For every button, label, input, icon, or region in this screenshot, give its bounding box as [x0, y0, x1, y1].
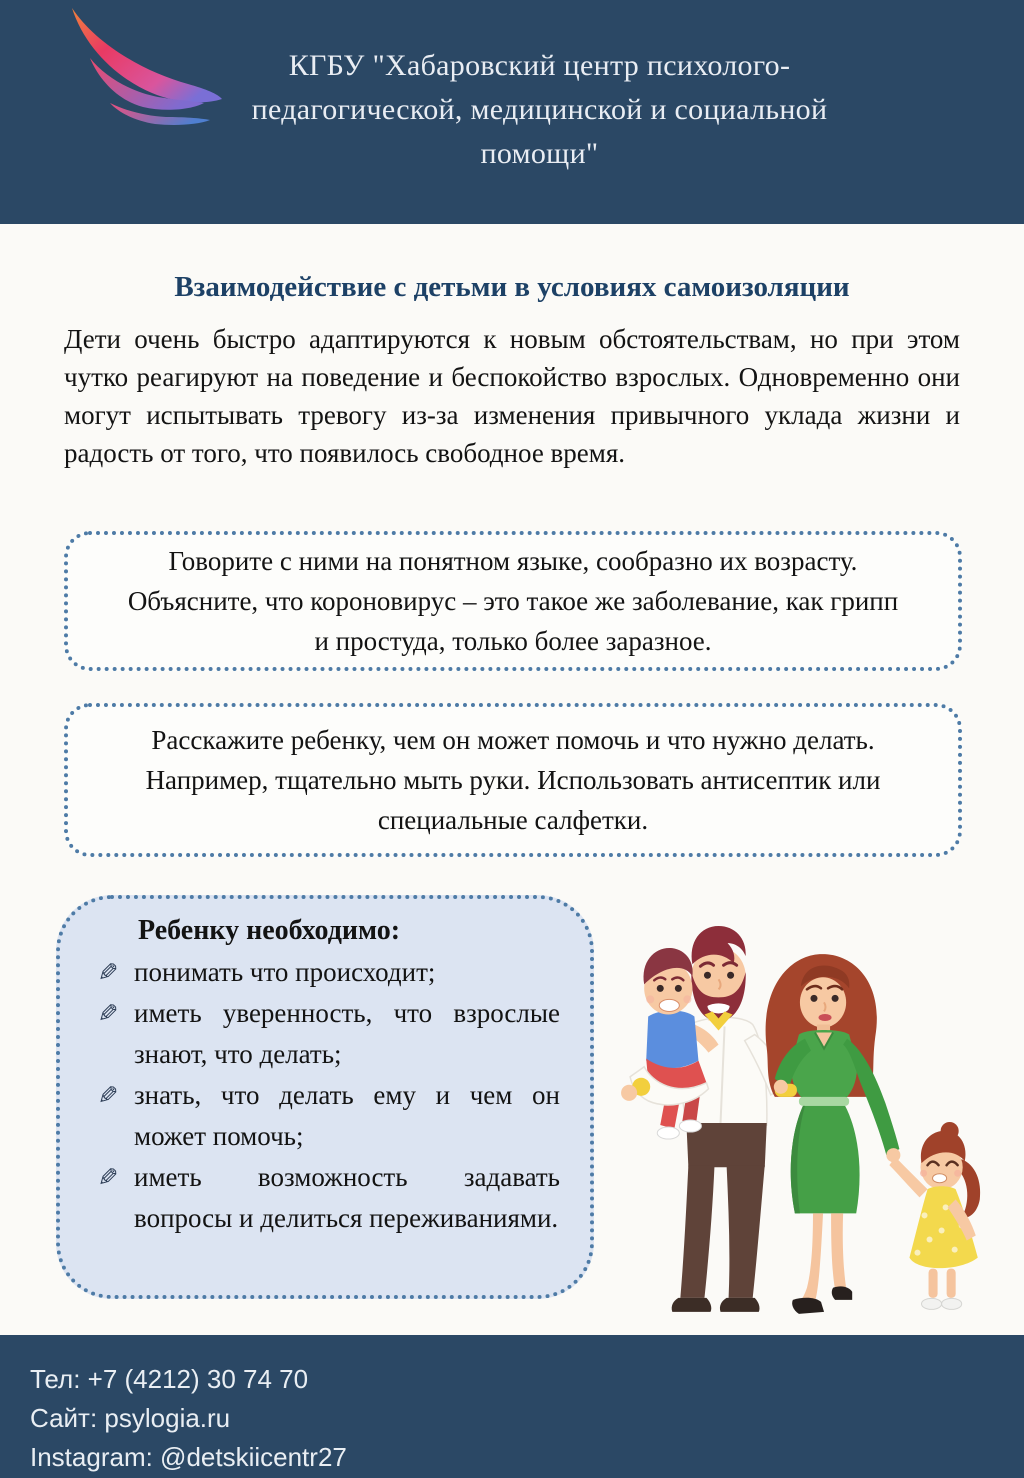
footer-site: Сайт: psylogia.ru	[30, 1403, 231, 1433]
list-item	[94, 952, 560, 993]
footer-phone: Тел: +7 (4212) 30 74 70	[30, 1364, 309, 1394]
pencil-icon: ✎	[97, 1081, 119, 1110]
footer-instagram: Instagram: @detskiicentr27	[30, 1442, 347, 1472]
pencil-icon: ✎	[97, 1163, 119, 1192]
list-item-text: иметь возможность задавать вопросы и делиться переживаниями.	[134, 1162, 560, 1233]
needs-list	[94, 952, 560, 1239]
family-illustration	[608, 918, 1024, 1336]
wing-logo-icon	[58, 4, 230, 126]
needs-title: Ребенку необходимо:	[138, 915, 401, 946]
org-name-line: педагогической, медицинской и социальной	[251, 93, 828, 126]
header	[0, 0, 1024, 224]
callout-speak-clearly	[64, 531, 962, 671]
mother-figure	[766, 954, 901, 1314]
child-needs-box	[56, 895, 594, 1299]
list-item-text: понимать что происходит;	[134, 957, 436, 987]
page-title: Взаимодействие с детьми в условиях самоизоляции	[174, 271, 850, 304]
callout-text: Говорите с ними на понятном языке, сообразно их возрасту. Объясните, что короновирус – это такое же заболевание, как грипп и простуда, только более заразное.	[127, 546, 899, 656]
list-item-text: иметь уверенность, что взрослые знают, что делать;	[134, 998, 560, 1069]
org-name-line: КГБУ "Хабаровский центр психолого-	[288, 49, 791, 82]
pencil-icon: ✎	[97, 958, 119, 987]
list-item	[94, 1157, 560, 1239]
callout-text: Расскажите ребенку, чем он может помочь и что нужно делать. Например, тщательно мыть руки. Использовать антисептик или специальные салфетки.	[145, 725, 881, 835]
footer	[0, 1335, 1024, 1478]
list-item	[94, 1075, 560, 1157]
callout-how-to-help	[64, 703, 962, 857]
list-item	[94, 993, 560, 1075]
intro-paragraph: Дети очень быстро адаптируются к новым обстоятельствам, но при этом чутко реагируют на поведение и беспокойство взрослых. Одновременно они могут испытывать тревогу из-за изменения привычного уклада жизни и радость от того, что появилось свободное время.	[64, 324, 960, 468]
org-name-line: помощи"	[480, 137, 599, 170]
pencil-icon: ✎	[97, 999, 119, 1028]
list-item-text: знать, что делать ему и чем он может помочь;	[134, 1080, 560, 1151]
girl-figure	[889, 1122, 980, 1309]
org-name	[212, 44, 867, 176]
